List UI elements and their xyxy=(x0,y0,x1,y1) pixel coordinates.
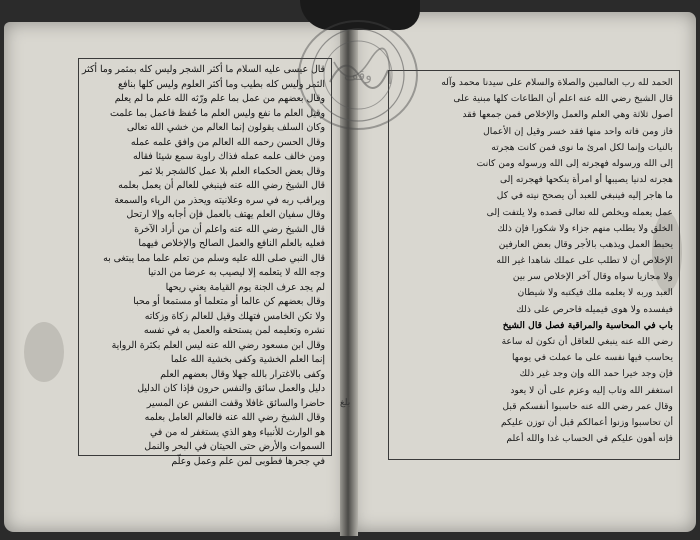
text-line: الثمر وليس كله بطيب وما أكثر العلوم وليس كلها بنافع xyxy=(118,78,325,90)
ownership-seal xyxy=(298,20,418,130)
text-line: بالنيات وإنما لكل امرئ ما نوى فمن كانت هجرته xyxy=(491,141,673,153)
right-text-block xyxy=(388,70,680,460)
text-line: وقال بعضهم من عمل بما علم ورّثه الله علم ما لم يعلم xyxy=(114,93,325,104)
text-line: دليل والعمل سائق والنفس حرون فإذا كان الدليل xyxy=(137,383,325,394)
text-line: في جحرها فطوبى لمن علم وعمل وعلّم xyxy=(171,455,325,467)
text-line: ومن خالف علمه عمله فذاك راوية سمع شيئا فقاله xyxy=(132,151,325,162)
text-line: وكان السلف يقولون إنما العالم من خشي الله تعالى xyxy=(126,122,325,133)
text-line: وقال بعض الحكماء العلم بلا عمل كالشجر بلا ثمر xyxy=(139,165,325,177)
text-line: يحبط العمل ويذهب بالأجر وقال بعض العارفين xyxy=(498,238,673,250)
text-line: ولا تكن الخامس فتهلك وقيل للعالم زكاة وزكاته xyxy=(144,310,325,322)
text-line: وقال ابن مسعود رضي الله عنه ليس العلم بكثرة الرواية xyxy=(111,339,325,351)
text-line: يحاسب فيها نفسه على ما عملت في يومها xyxy=(511,352,673,364)
text-line: نشره وتعليمه لمن يستحقه والعمل به في نفسه xyxy=(143,325,325,336)
text-line: رضي الله عنه ينبغي للعاقل أن تكون له ساعة xyxy=(501,336,673,347)
text-line: حاضرا والسائق غافلا وقفت النفس عن المسير xyxy=(146,397,325,409)
text-line: هجرته لدنيا يصيبها أو امرأة ينكحها فهجرته إلى xyxy=(499,174,673,186)
text-line: وكفى بالاغترار بالله جهلا وقال بعضهم العلم xyxy=(160,368,325,380)
text-line: ولا مجازيا سواه وقال آخر الإخلاص سر بين xyxy=(512,271,673,283)
text-line: السموات والأرض حتى الحيتان في البحر والنمل xyxy=(144,441,325,452)
text-line: قال الشيخ رضي الله عنه واعلم أن من أراد الآخرة xyxy=(134,223,325,235)
text-line: لم يجد عرف الجنة يوم القيامة يعني ريحها xyxy=(165,281,325,293)
text-line: الخلق ولا يطلب منهم جزاء ولا شكورا فإن ذلك xyxy=(497,222,673,234)
stain xyxy=(24,322,64,382)
text-line: قال عيسى عليه السلام ما أكثر الشجر وليس كله بمثمر وما أكثر xyxy=(82,64,325,75)
seal-text: وقف xyxy=(344,68,372,84)
text-line: وقال عمر رضي الله عنه حاسبوا أنفسكم قبل xyxy=(502,400,673,412)
text-line: إلى الله ورسوله فهجرته إلى الله ورسوله ومن كانت xyxy=(476,157,673,169)
text-line: أصول ثلاثة وهي العلم والعمل والإخلاص فمن جمعها فقد xyxy=(462,109,673,121)
text-line: ويراقب ربه في سره وعلانيته ويحذر من الرياء والسمعة xyxy=(114,194,325,206)
text-line: فإن وجد خيرا حمد الله وإن وجد غير ذلك xyxy=(519,368,673,380)
text-line: قال الشيخ رضي الله عنه اعلم أن الطاعات كلها مبنية على xyxy=(453,93,673,105)
text-line: الإخلاص أن لا تطلب على عملك شاهدا غير الله xyxy=(496,255,673,267)
text-line: عمل يعمله ويخلص لله تعالى قصده ولا يلتفت إلى xyxy=(486,206,673,218)
text-line: فإنه أهون عليكم في الحساب غدا والله أعلم xyxy=(506,433,673,445)
margin-note: بلغ xyxy=(340,398,351,408)
text-line: فعليه بالعلم النافع والعمل الصالح والإخلاص فيهما xyxy=(138,238,325,249)
text-line: وقال الشيخ رضي الله عنه فالعالم العامل بعلمه xyxy=(144,412,325,423)
text-line: فاز ومن فاته واحد منها فقد خسر وقيل إن الأعمال xyxy=(483,125,673,137)
text-line: فيفسده ولا هوى فيميله فاحرص على ذلك xyxy=(516,303,673,315)
text-line: الحمد لله رب العالمين والصلاة والسلام على سيدنا محمد وآله xyxy=(441,77,673,88)
text-line: أن تحاسبوا وزنوا أعمالكم قبل أن توزن عليكم xyxy=(500,416,673,428)
text-line: وقال الحسن رحمه الله العالم من وافق علمه عمله xyxy=(130,136,325,148)
text-line: قال الشيخ رضي الله عنه فينبغي للعالم أن يعمل بعلمه xyxy=(118,180,325,191)
text-line: العبد وربه لا يعلمه ملك فيكتبه ولا شيطان xyxy=(517,287,673,299)
text-line: استغفر الله وتاب إليه وعزم على أن لا يعود xyxy=(510,384,673,396)
seal-ornament-icon xyxy=(300,22,416,128)
text-line: إنما العلم الخشية وكفى بخشية الله علما xyxy=(170,354,325,365)
text-line: وقيل العلم ما نفع وليس العلم ما حُفظ فاعمل بما علمت xyxy=(110,107,325,119)
text-line: وقال بعضهم كن عالما أو متعلما أو مستمعا أو محبا xyxy=(133,296,325,307)
text-line: وقال سفيان العلم يهتف بالعمل فإن أجابه وإلا ارتحل xyxy=(126,209,325,220)
left-text-block xyxy=(78,58,332,467)
text-line: قال النبي صلى الله عليه وسلم من تعلم علما مما يبتغى به xyxy=(103,252,325,264)
text-line: هو الوارث للأنبياء وهو الذي يستغفر له من في xyxy=(149,426,325,438)
text-line: ما هاجر إليه فينبغي للعبد أن يصحح نيته في كل xyxy=(496,190,673,202)
text-line: وجه الله لا يتعلمه إلا ليصيب به عرضا من الدنيا xyxy=(148,267,325,278)
text-line: باب في المحاسبة والمراقبة فصل قال الشيخ xyxy=(502,319,673,331)
